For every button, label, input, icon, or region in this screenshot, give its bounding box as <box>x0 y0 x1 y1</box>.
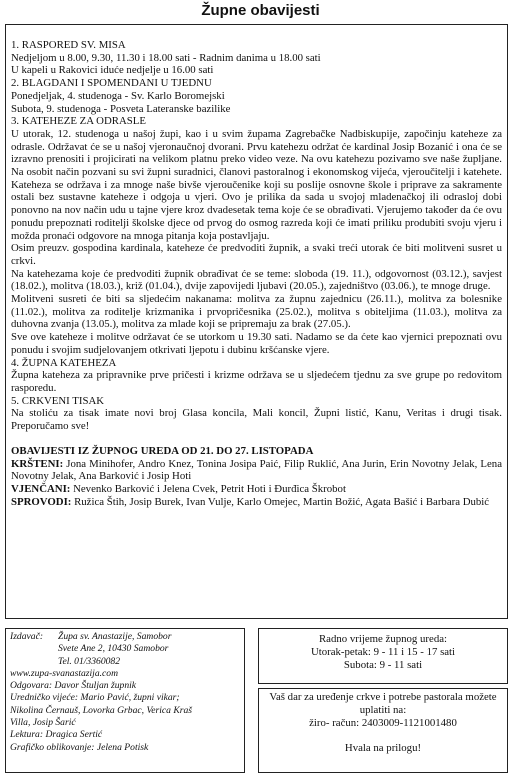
announcements-box <box>5 24 508 619</box>
office-hours-title: Radno vrijeme župnog ureda: <box>318 633 448 645</box>
married-row <box>11 483 502 496</box>
publisher-phone: Tel. 01/3360082 <box>58 655 121 667</box>
press-paragraph: Na stoliću za tisak imate novi broj Glasa koncila, Mali koncil, Župni listić, Kanu, Veritas i drugi tisak. Preporučamo sve! <box>11 407 502 433</box>
editorial-board-2: Nikolina Černauš, Lovorka Grbac, Verica Kraš <box>10 704 193 716</box>
funerals-label: SPROVODI: <box>11 495 72 508</box>
baptized-names: Jona Minihofer, Andro Knez, Tonina Josipa Paić, Filip Ruklić, Ana Jurin, Erin Novotny Jelak, Lena Novotny Jelak, Ana Barković i Josip Hoti <box>11 457 502 483</box>
topics-paragraph: Na katehezama koje će predvoditi župnik obrađivat će se teme: sloboda (19. 11.), odgovornost (03.12.), savjest (18.02.), molitva (18.03.), križ (01.04.), dvije zapovijedi ljubavi (20.05.), zajedništvo (03.06.), te mnoge druge. <box>11 267 502 293</box>
publisher-row <box>10 631 240 643</box>
parish-catechesis-paragraph: Župna kateheza za pripravnike prve pričesti i krizme održava se u sljedećem tjednu za sve grupe po redovitom rasporedu. <box>11 369 502 394</box>
section-heading-press: 5. CRKVENI TISAK <box>11 394 105 407</box>
editorial-board-3: Villa, Josip Šarić <box>10 717 76 729</box>
section-heading-feasts: 2. BLAGDANI I SPOMENDANI U TJEDNU <box>11 77 212 90</box>
donation-text: Vaš dar za uređenje crkve i potrebe pastorala možete uplatiti na: <box>269 691 497 716</box>
baptized-row <box>11 458 502 483</box>
publisher-label: Izdavač: <box>10 631 44 642</box>
page-title: Župne obavijesti <box>201 2 320 19</box>
feast-saturday: Subota, 9. studenoga - Posveta Lateranske bazilike <box>11 102 231 115</box>
office-hours-saturday: Subota: 9 - 11 sati <box>343 659 423 671</box>
prayers-paragraph: Molitveni susreti će biti sa sljedećim nakanama: molitva za župnu zajednicu (26.11.), molitva za bolesnike (11.02.), molitva za roditelje krizmanika i prvopričesnika (25.02.), molitva s obiteljima (11.03.), molitva za duhovna zvanja (13.05.), molitva za mlade koji se pripremaju za brak (27.05.). <box>11 293 502 331</box>
proofreading: Lektura: Dragica Sertić <box>10 729 103 741</box>
publisher-name: Župa sv. Anastazije, Samobor <box>58 631 172 642</box>
schedule-paragraph: Sve ove kateheze i molitve održavat će se utorkom u 19.30 sati. Nadamo se da ćete kao vjernici prepoznati ovu ponudu i svojim sudjelovanjem otkrivati ljepotu i dubinu kršćanske vjere. <box>11 331 502 356</box>
office-hours-weekdays: Utorak-petak: 9 - 11 i 15 - 17 sati <box>310 646 456 658</box>
section-heading-parish-catechesis: 4. ŽUPNA KATEHEZA <box>11 356 117 369</box>
bank-account: žiro- račun: 2403009-1121001480 <box>309 717 457 729</box>
chapel-mass-text: U kapeli u Rakovici iduće nedjelje u 16.00 sati <box>11 64 214 77</box>
website-link[interactable]: www.zupa-svanastazija.com <box>10 667 119 679</box>
editorial-board: Uredničko vijeće: Mario Pavić, župni vikar; <box>10 692 180 704</box>
office-notices-heading: OBAVIJESTI IZ ŽUPNOG UREDA OD 21. DO 27. LISTOPADA <box>11 444 314 457</box>
married-label: VJENČANI: <box>11 482 71 495</box>
graphic-design: Grafičko oblikovanje: Jelena Potisk <box>10 741 149 753</box>
donation-thanks: Hvala na prilogu! <box>344 742 422 754</box>
imprint-box <box>5 628 245 773</box>
office-hours-box <box>258 628 508 684</box>
cardinal-paragraph: Osim preuzv. gospodina kardinala, kateheze će predvoditi župnik, a svaki treći utorak će biti molitveni susret u crkvi. <box>11 242 502 267</box>
baptized-label: KRŠTENI: <box>11 457 64 470</box>
responsible-person: Odgovara: Davor Štuljan župnik <box>10 680 137 692</box>
funerals-names: Ružica Štih, Josip Burek, Ivan Vulje, Karlo Omejec, Martin Božić, Agata Bašić i Barbara Dubić <box>71 495 490 508</box>
feast-monday: Ponedjeljak, 4. studenoga - Sv. Karlo Boromejski <box>11 89 225 102</box>
mass-schedule-text: Nedjeljom u 8.00, 9.30, 11.30 i 18.00 sati - Radnim danima u 18.00 sati <box>11 51 321 64</box>
section-heading-masses: 1. RASPORED SV. MISA <box>11 39 126 51</box>
married-names: Nevenko Barković i Jelena Cvek, Petrit Hoti i Đurđica Škrobot <box>70 482 346 495</box>
publisher-address: Svete Ane 2, 10430 Samobor <box>58 643 169 655</box>
donation-box <box>258 688 508 773</box>
catechesis-paragraph: U utorak, 12. studenoga u našoj župi, kao i u svim župama Zagrebačke Nadbiskupije, započinju kateheze za odrasle. Održavat će se u našoj vjeronaučnoj dvorani. Prvu katehezu održat će kardinal Josip Bozanić i ona će se izravno prenositi i projicirati na velikom platnu preko video veze. Na ovu katehezu pozivamo sve naše župljane. Na osobit način pozvani su svi župni suradnici, članovi pastoralnog i ekonomskog vijeća, vjeroučitelji i katehete. Kateheza se održava i za mnoge naše bivše vjeroučenike koji su poslije osnovne škole i priprave za sakramente ostali bez sustavne kateheze i odgoja u vjeri. Ovo je prilika da sada u svojoj mladenačkoj ili odrasloj dobi ponovno na nov način udu u tajne vjere kroz dvadesetak tema koje će se obrađivati. Vjerujemo također da će ovu ponudu prepoznati roditelji školske djece od prvog do osmog razreda koji će imati priliku produbiti svoju vjeru i možda pronaći odgovore na mnoga pitanja koja postavljaju. <box>11 127 502 242</box>
funerals-row <box>11 496 502 509</box>
section-heading-catechesis: 3. KATEHEZE ZA ODRASLE <box>11 115 146 128</box>
